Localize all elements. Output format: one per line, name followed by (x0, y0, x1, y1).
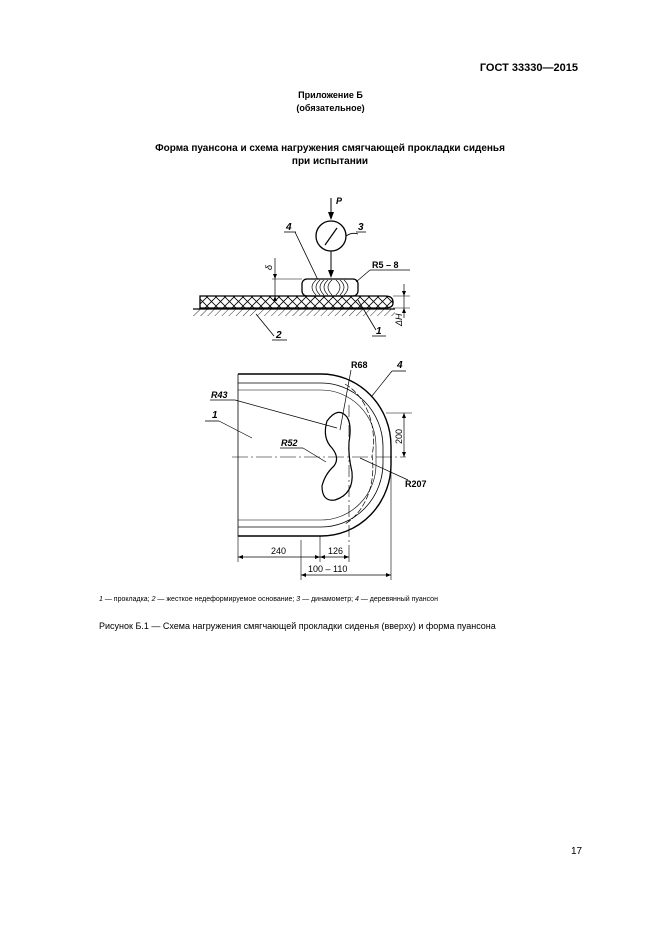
legend-text-4: — деревянный пуансон (358, 596, 438, 603)
pad-section (200, 296, 393, 308)
callout-2-leader (256, 314, 274, 336)
legend-text-2: — жесткое недеформируемое основание; (155, 596, 297, 603)
dynamometer-needle (325, 228, 337, 245)
delta-h-label: ΔH (394, 313, 404, 326)
force-arrowhead (328, 212, 334, 220)
kidney-cutout (322, 412, 352, 500)
legend-text-1: — прокладка; (102, 596, 152, 603)
callout-1-lower: 1 (212, 410, 218, 421)
page-number: 17 (571, 846, 583, 857)
r207-label: R207 (405, 479, 427, 489)
legend-num-1: 1 (99, 596, 103, 603)
figure-heading-line-1: Форма пуансона и схема нагружения смягчающей прокладки сиденья (155, 143, 505, 154)
edge-radius-label: R5 – 8 (372, 260, 399, 270)
callout-4-leader (295, 232, 318, 280)
r43-label: R43 (211, 390, 228, 400)
rod-arrowhead (328, 270, 334, 278)
punch-plan-view (205, 360, 427, 580)
appendix-status: (обязательное) (296, 103, 365, 113)
loading-scheme (193, 196, 410, 341)
figure-legend (99, 596, 438, 603)
figure-caption: Рисунок Б.1 — Схема нагружения смягчающей прокладки сиденья (вверху) и форма пуансона (99, 621, 496, 631)
force-label: P (336, 196, 343, 206)
legend-num-3: 3 (296, 596, 301, 603)
callout-4-upper: 4 (286, 222, 292, 233)
callout-1-upper: 1 (376, 326, 382, 337)
callout-3-leader (346, 233, 358, 236)
callout-3: 3 (358, 222, 364, 233)
delta-label: δ (264, 264, 274, 270)
legend-num-2: 2 (151, 596, 156, 603)
dim-range-label: 100 – 110 (308, 564, 348, 574)
figure-heading-line-2: при испытании (291, 156, 369, 167)
r52-label: R52 (281, 438, 298, 448)
legend-num-4: 4 (355, 596, 359, 603)
document-code: ГОСТ 33330—2015 (479, 62, 578, 74)
callout-2: 2 (276, 330, 282, 341)
rigid-base-hatch (193, 309, 395, 316)
legend-text-3: — динамометр; (300, 596, 356, 603)
callout-4-lower: 4 (397, 360, 403, 371)
dim-200-label: 200 (394, 428, 404, 444)
dim-126-label: 126 (328, 546, 344, 556)
r68-label: R68 (351, 360, 368, 370)
dim-240-label: 240 (271, 546, 287, 556)
appendix-title: Приложение Б (298, 90, 363, 100)
